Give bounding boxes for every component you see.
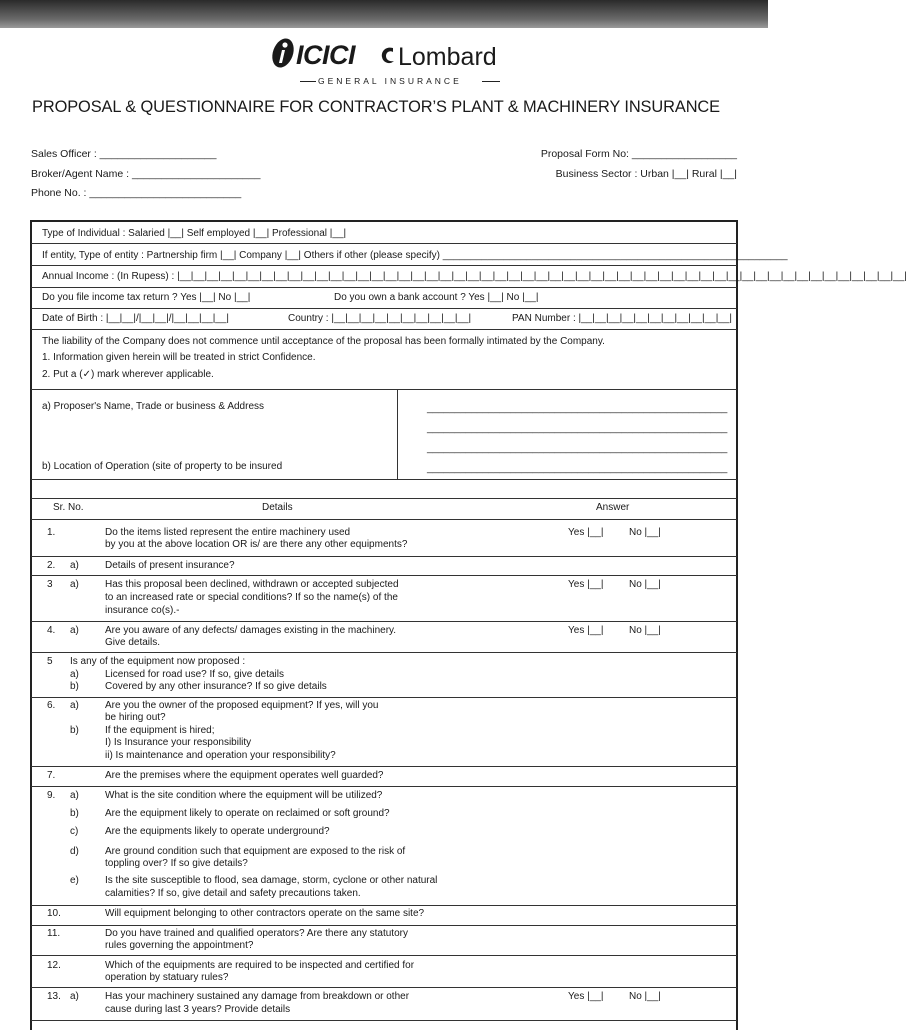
proposer-address-line-4[interactable]: ______________________________________________________ — [427, 463, 728, 474]
q9-number: 9. — [47, 790, 56, 801]
q13-number: 13. — [47, 991, 61, 1002]
icici-lombard-logo — [270, 34, 502, 90]
viewer-top-bar — [0, 0, 768, 28]
q9-b-text: Are the equipment likely to operate on reclaimed or soft ground? — [105, 808, 390, 819]
q7-text: Are the premises where the equipment operates well guarded? — [105, 770, 384, 781]
q9-c-marker: c) — [70, 826, 79, 837]
q9-e-marker: e) — [70, 875, 79, 886]
q11-text-line1: Do you have trained and qualified operators? Are there any statutory — [105, 928, 408, 939]
business-sector-field[interactable]: Business Sector : Urban |__| Rural |__| — [555, 168, 737, 180]
q6-a-marker: a) — [70, 700, 79, 711]
q1-yes-checkbox[interactable]: Yes |__| — [568, 527, 604, 538]
q12-text-line2: operation by statuary rules? — [105, 972, 229, 983]
q13-yes-checkbox[interactable]: Yes |__| — [568, 991, 604, 1002]
logo-name-text: Lombard — [398, 43, 497, 71]
pan-number-field[interactable]: PAN Number : |__|__|__|__|__|__|__|__|__|__|__| — [512, 313, 733, 324]
q6-text-line4: I) Is Insurance your responsibility — [105, 737, 252, 748]
q6-text-line3: If the equipment is hired; — [105, 725, 215, 736]
q2-sub: a) — [70, 560, 79, 571]
q4-text-line1: Are you aware of any defects/ damages existing in the machinery. — [105, 625, 397, 636]
col-header-sr-no: Sr. No. — [53, 502, 84, 513]
sales-officer-field[interactable]: Sales Officer : ____________________ — [31, 148, 217, 160]
q4-sub: a) — [70, 625, 79, 636]
q10-number: 10. — [47, 908, 61, 919]
q3-text-line1: Has this proposal been declined, withdrawn or accepted subjected — [105, 579, 399, 590]
q3-number: 3 — [47, 579, 53, 590]
q5-b-text: Covered by any other insurance? If so give details — [105, 681, 327, 692]
q9-d-text-line1: Are ground condition such that equipment are exposed to the risk of — [105, 846, 406, 857]
q5-a-marker: a) — [70, 669, 79, 680]
tick-mark-note: 2. Put a (✓) mark wherever applicable. — [42, 369, 214, 380]
q13-no-checkbox[interactable]: No |__| — [629, 991, 661, 1002]
location-of-operation-label: b) Location of Operation (site of property to be insured — [42, 461, 283, 472]
q1-text-line1: Do the items listed represent the entire machinery used — [105, 527, 351, 538]
q3-text-line2: to an increased rate or special conditions? If so the name(s) of the — [105, 592, 398, 603]
q3-yes-checkbox[interactable]: Yes |__| — [568, 579, 604, 590]
q6-b-marker: b) — [70, 725, 79, 736]
country-field[interactable]: Country : |__|__|__|__|__|__|__|__|__|__| — [288, 313, 472, 324]
income-tax-question[interactable]: Do you file income tax return ? Yes |__| No |__| — [42, 292, 251, 303]
col-header-details: Details — [262, 502, 293, 513]
q13-text-line1: Has your machinery sustained any damage from breakdown or other — [105, 991, 410, 1002]
q4-number: 4. — [47, 625, 56, 636]
proposer-name-label: a) Proposer's Name, Trade or business & Address — [42, 401, 265, 412]
col-header-answer: Answer — [596, 502, 630, 513]
lombard-swirl-icon — [379, 44, 397, 66]
q9-d-marker: d) — [70, 846, 79, 857]
q5-a-text: Licensed for road use? If so, give details — [105, 669, 284, 680]
q11-text-line2: rules governing the appointment? — [105, 940, 254, 951]
q9-c-text: Are the equipments likely to operate underground? — [105, 826, 330, 837]
logo-subtitle: GENERAL INSURANCE — [318, 76, 462, 86]
q2-text: Details of present insurance? — [105, 560, 235, 571]
q9-b-marker: b) — [70, 808, 79, 819]
q5-number: 5 — [47, 656, 53, 667]
q3-sub: a) — [70, 579, 79, 590]
q1-text-line2: by you at the above location OR is/ are there any other equipments? — [105, 539, 408, 550]
date-of-birth-field[interactable]: Date of Birth : |__|__|/|__|__|/|__|__|__|__| — [42, 313, 230, 324]
annual-income-field[interactable]: Annual Income : (In Rupess) : |__|__|__|__|__|__|__|__|__|__|__|__|__|__|__|__|__|__|__|__|__|__|__|__|__|__|__|__|__|__|__|__|__|__|__|__|__|__|__|__|__|__|__|__|__|__|__|__|__|__|__|__|__| — [42, 271, 907, 282]
proposal-form-no-field[interactable]: Proposal Form No: __________________ — [540, 148, 737, 160]
q1-no-checkbox[interactable]: No |__| — [629, 527, 661, 538]
q6-text-line5: ii) Is maintenance and operation your responsibility? — [105, 750, 336, 761]
q11-number: 11. — [47, 928, 61, 939]
q6-number: 6. — [47, 700, 56, 711]
q4-no-checkbox[interactable]: No |__| — [629, 625, 661, 636]
q4-text-line2: Give details. — [105, 637, 161, 648]
broker-agent-field[interactable]: Broker/Agent Name : ______________________ — [31, 168, 261, 180]
proposer-address-line-1[interactable]: ______________________________________________________ — [427, 403, 728, 414]
q9-e-text-line1: Is the site susceptible to flood, sea damage, storm, cyclone or other natural — [105, 875, 438, 886]
q6-text-line1: Are you the owner of the proposed equipment? If yes, will you — [105, 700, 379, 711]
q13-sub: a) — [70, 991, 79, 1002]
type-of-individual-field[interactable]: Type of Individual : Salaried |__| Self employed |__| Professional |__| — [42, 228, 347, 239]
q2-number: 2. — [47, 560, 56, 571]
q6-text-line2: be hiring out? — [105, 712, 166, 723]
liability-note: The liability of the Company does not commence until acceptance of the proposal has been formally intimated by the Company. — [42, 336, 605, 347]
q9-d-text-line2: toppling over? If so give details? — [105, 858, 248, 869]
logo-brand-text: ICICI — [296, 40, 356, 70]
q3-text-line3: insurance co(s).- — [105, 605, 180, 616]
q3-no-checkbox[interactable]: No |__| — [629, 579, 661, 590]
q9-e-text-line2: calamities? If so, give detail and safety precautions taken. — [105, 888, 361, 899]
icici-logo-mark-icon — [270, 36, 296, 70]
proposer-address-line-3[interactable]: ______________________________________________________ — [427, 443, 728, 454]
type-of-entity-field[interactable]: If entity, Type of entity : Partnership firm |__| Company |__| Others if other (please specify) ______________________________________________________________ — [42, 250, 788, 261]
bank-account-question[interactable]: Do you own a bank account ? Yes |__| No |__| — [334, 292, 539, 303]
q10-text: Will equipment belonging to other contractors operate on the same site? — [105, 908, 425, 919]
confidentiality-note: 1. Information given herein will be treated in strict Confidence. — [42, 352, 316, 363]
q9-a-text: What is the site condition where the equipment will be utilized? — [105, 790, 383, 801]
phone-field[interactable]: Phone No. : __________________________ — [31, 187, 242, 199]
q13-text-line2: cause during last 3 years? Provide details — [105, 1004, 291, 1015]
q5-heading: Is any of the equipment now proposed : — [70, 656, 246, 667]
q12-number: 12. — [47, 960, 61, 971]
proposer-address-line-2[interactable]: ______________________________________________________ — [427, 423, 728, 434]
q9-a-marker: a) — [70, 790, 79, 801]
q5-b-marker: b) — [70, 681, 79, 692]
q12-text-line1: Which of the equipments are required to be inspected and certified for — [105, 960, 415, 971]
q4-yes-checkbox[interactable]: Yes |__| — [568, 625, 604, 636]
form-title: PROPOSAL & QUESTIONNAIRE FOR CONTRACTOR’S PLANT & MACHINERY INSURANCE — [32, 98, 721, 116]
q7-number: 7. — [47, 770, 56, 781]
q1-number: 1. — [47, 527, 56, 538]
